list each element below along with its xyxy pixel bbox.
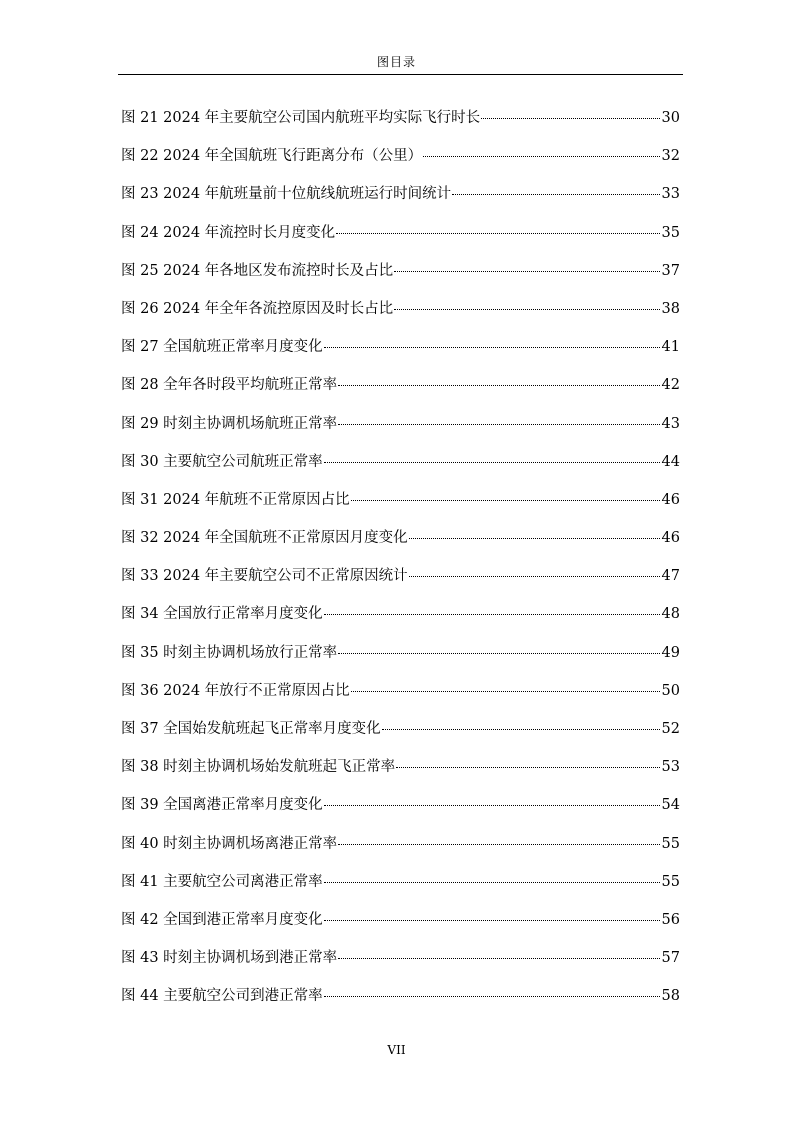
toc-entry-title: 图 41 主要航空公司离港正常率 [121,873,323,890]
toc-entry[interactable] [121,832,680,870]
figure-list [121,106,680,1023]
toc-entry-page: 52 [661,721,680,737]
dot-leader [324,614,660,615]
dot-leader [409,538,660,539]
dot-leader [324,996,660,997]
header-divider [118,74,683,75]
dot-leader [396,767,659,768]
toc-entry[interactable] [121,602,680,640]
toc-entry-title: 图 27 全国航班正常率月度变化 [121,339,323,356]
toc-entry-page: 41 [661,339,680,356]
dot-leader [324,347,660,348]
toc-entry-page: 37 [661,262,680,279]
toc-entry[interactable] [121,412,680,450]
toc-entry-page: 46 [661,530,680,547]
dot-leader [324,882,660,883]
toc-entry-title: 图 32 2024 年全国航班不正常原因月度变化 [121,530,408,547]
dot-leader [324,462,660,463]
toc-entry-title: 图 21 2024 年主要航空公司国内航班平均实际飞行时长 [121,110,481,126]
toc-entry-page: 49 [661,644,680,661]
toc-entry[interactable] [121,641,680,679]
toc-entry-title: 图 33 2024 年主要航空公司不正常原因统计 [121,568,408,585]
toc-entry-page: 55 [661,835,680,852]
toc-entry[interactable] [121,908,680,946]
dot-leader [324,805,660,806]
toc-entry-title: 图 35 时刻主协调机场放行正常率 [121,644,338,661]
toc-entry-page: 54 [661,797,680,814]
toc-entry-title: 图 43 时刻主协调机场到港正常率 [121,950,338,967]
dot-leader [481,118,659,119]
toc-entry-page: 30 [661,110,680,126]
toc-entry-page: 38 [661,300,680,317]
toc-entry[interactable] [121,335,680,373]
dot-leader [336,233,659,234]
dot-leader [394,271,659,272]
dot-leader [338,958,659,959]
toc-entry[interactable] [121,488,680,526]
toc-entry[interactable] [121,297,680,335]
toc-entry-title: 图 40 时刻主协调机场离港正常率 [121,835,338,852]
toc-entry[interactable] [121,144,680,182]
toc-entry[interactable] [121,984,680,1022]
dot-leader [382,729,660,730]
toc-entry[interactable] [121,755,680,793]
toc-entry-page: 32 [661,148,680,165]
dot-leader [338,385,659,386]
toc-entry[interactable] [121,717,680,755]
toc-entry-page: 53 [661,759,680,776]
toc-entry-title: 图 22 2024 年全国航班飞行距离分布（公里） [121,148,423,165]
dot-leader [423,156,659,157]
toc-entry-page: 48 [661,606,680,623]
page-number: VII [387,1043,406,1057]
toc-entry-title: 图 44 主要航空公司到港正常率 [121,988,323,1005]
dot-leader [351,500,660,501]
toc-entry-title: 图 30 主要航空公司航班正常率 [121,453,323,470]
toc-entry-title: 图 34 全国放行正常率月度变化 [121,606,323,623]
toc-entry[interactable] [121,793,680,831]
toc-entry[interactable] [121,182,680,220]
toc-entry[interactable] [121,450,680,488]
toc-entry-page: 50 [661,682,680,699]
toc-entry[interactable] [121,526,680,564]
toc-entry-title: 图 36 2024 年放行不正常原因占比 [121,682,350,699]
dot-leader [338,844,659,845]
toc-entry-title: 图 28 全年各时段平均航班正常率 [121,377,338,394]
toc-entry-title: 图 38 时刻主协调机场始发航班起飞正常率 [121,759,396,776]
toc-entry-page: 44 [661,453,680,470]
toc-entry-page: 56 [661,911,680,928]
dot-leader [452,194,659,195]
toc-entry[interactable] [121,870,680,908]
toc-entry-page: 55 [661,873,680,890]
toc-entry[interactable] [121,373,680,411]
toc-entry[interactable] [121,679,680,717]
toc-entry[interactable] [121,259,680,297]
toc-entry-page: 46 [661,491,680,508]
toc-entry-title: 图 42 全国到港正常率月度变化 [121,911,323,928]
toc-entry-page: 33 [661,186,680,203]
toc-entry-page: 58 [661,988,680,1005]
toc-entry[interactable] [121,106,680,144]
toc-entry-title: 图 24 2024 年流控时长月度变化 [121,224,336,241]
dot-leader [409,576,660,577]
toc-entry-title: 图 26 2024 年全年各流控原因及时长占比 [121,300,394,317]
toc-entry[interactable] [121,564,680,602]
toc-entry-page: 35 [661,224,680,241]
toc-entry-title: 图 25 2024 年各地区发布流控时长及占比 [121,262,394,279]
dot-leader [338,424,659,425]
toc-entry-title: 图 31 2024 年航班不正常原因占比 [121,491,350,508]
toc-entry-page: 42 [661,377,680,394]
toc-entry-title: 图 37 全国始发航班起飞正常率月度变化 [121,721,381,737]
toc-entry-page: 57 [661,950,680,967]
dot-leader [338,653,659,654]
page-header-title: 图目录 [376,55,416,69]
dot-leader [324,920,660,921]
toc-entry-title: 图 39 全国离港正常率月度变化 [121,797,323,814]
dot-leader [351,691,660,692]
toc-entry[interactable] [121,946,680,984]
toc-entry-title: 图 23 2024 年航班量前十位航线航班运行时间统计 [121,186,452,203]
toc-entry-title: 图 29 时刻主协调机场航班正常率 [121,415,338,432]
dot-leader [394,309,659,310]
toc-entry-page: 47 [661,568,680,585]
toc-entry[interactable] [121,221,680,259]
toc-entry-page: 43 [661,415,680,432]
